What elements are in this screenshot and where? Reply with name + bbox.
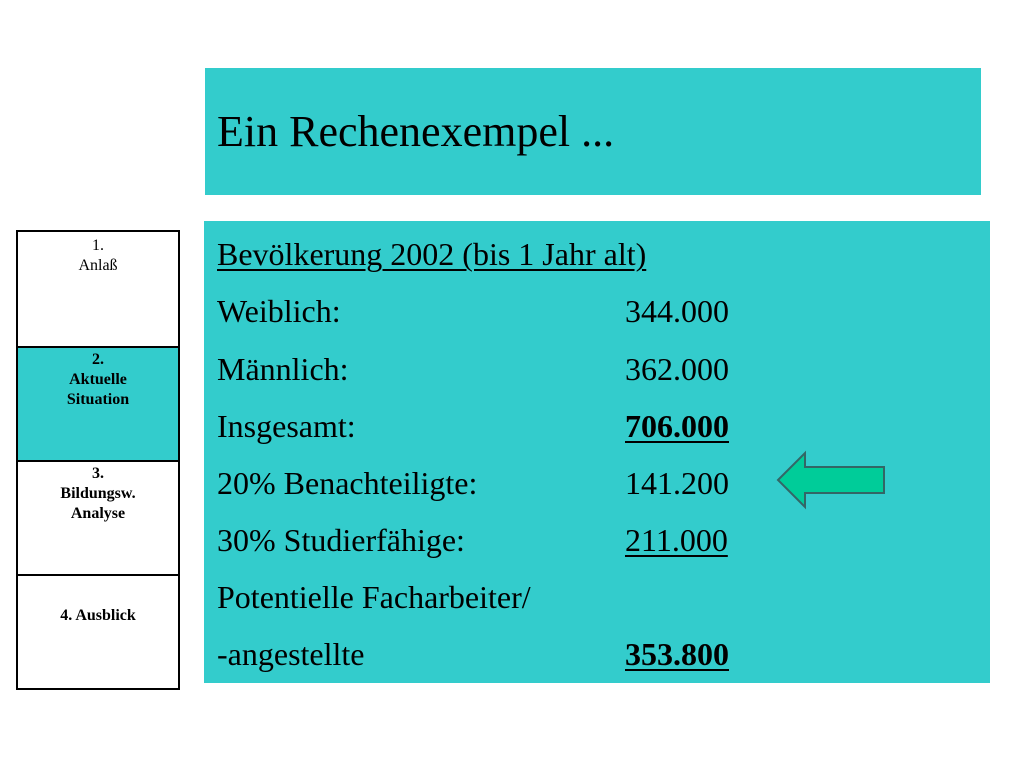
row-label: -angestellte <box>217 636 365 672</box>
page-title: Ein Rechenexempel ... <box>217 107 615 156</box>
nav-item-number: 1. <box>92 237 104 254</box>
nav-item-aktuelle-situation[interactable] <box>18 348 178 460</box>
row-label: Männlich: <box>217 351 349 387</box>
row-label: 30% Studierfähige: <box>217 522 465 558</box>
nav-item-bildungsw-analyse[interactable] <box>18 462 178 574</box>
nav-item-anlass[interactable] <box>18 236 178 346</box>
left-arrow-icon <box>776 449 888 513</box>
nav-item-number: 3. <box>92 465 104 482</box>
row-label: Potentielle Facharbeiter/ <box>217 579 531 615</box>
nav-item-label: Anlaß <box>78 257 118 274</box>
row-label: Insgesamt: <box>217 408 356 444</box>
nav-item-label-second: Analyse <box>70 505 126 522</box>
row-value: 362.000 <box>625 351 729 387</box>
row-value-total: 706.000 <box>625 408 729 444</box>
nav-item-label: Aktuelle <box>69 371 127 388</box>
row-value: 211.000 <box>625 522 728 558</box>
nav-item-ausblick[interactable] <box>18 606 178 686</box>
nav-item-label: 4. Ausblick <box>60 607 136 624</box>
title-banner <box>205 68 981 195</box>
row-value-result: 353.800 <box>625 636 729 672</box>
row-label: Weiblich: <box>217 293 341 329</box>
section-nav <box>16 230 180 690</box>
row-value: 141.200 <box>625 465 729 501</box>
nav-divider <box>18 574 178 576</box>
row-label: 20% Benachteiligte: <box>217 465 478 501</box>
row-value: 344.000 <box>625 293 729 329</box>
nav-item-number: 2. <box>92 351 104 368</box>
nav-item-label: Bildungsw. <box>60 485 136 502</box>
nav-item-label-second: Situation <box>66 391 130 408</box>
arrow-shape <box>778 453 884 507</box>
content-heading: Bevölkerung 2002 (bis 1 Jahr alt) <box>217 236 647 272</box>
